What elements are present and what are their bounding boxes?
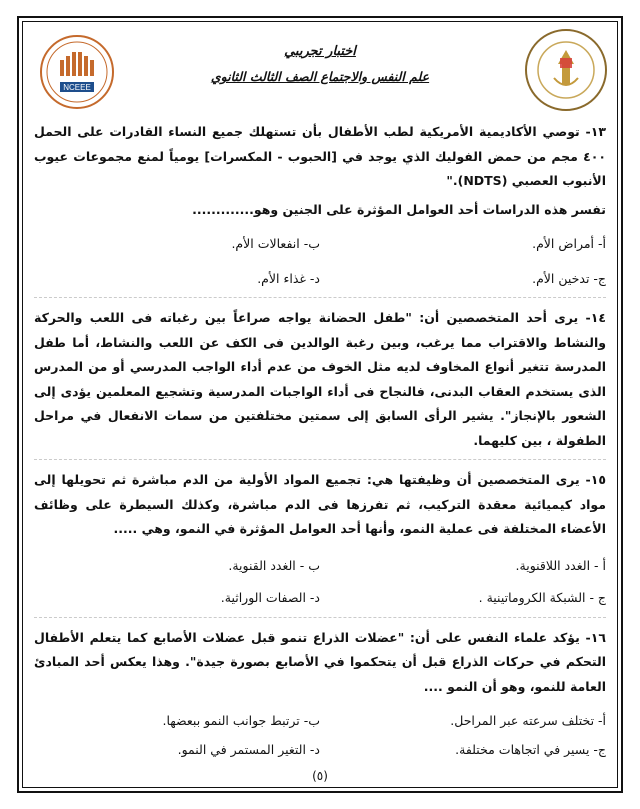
option-15-d[interactable]: د- الصفات الوراثية. — [220, 590, 320, 605]
option-16-c[interactable]: ج- يسير في اتجاهات مختلفة. — [455, 741, 606, 757]
option-15-b[interactable]: ب - الغدد القنوية. — [228, 557, 320, 573]
question-16-options — [34, 709, 606, 734]
exam-content — [34, 120, 606, 762]
question-16-text: ١٦- يؤكد علماء النفس على أن: "عضلات الذراع تنمو قبل عضلات الأصابع كما يتعلم الأطفال التحكم في حركات الذراع قبل أن يتحكموا في الأصابع بصورة جيدة". وهذا يعكس أحد المبادئ العامة للنمو، وهو أن النمو .... — [34, 629, 606, 694]
question-15-options-row2 — [34, 586, 606, 611]
question-16-options-row2 — [34, 738, 606, 763]
question-15-text: ١٥- يرى المتخصصين أن وظيفتها هي: تجميع المواد الأولية من الدم مباشرة ثم تحويلها إلى مواد كيميائية معقدة التركيب، ثم تفرزها فى الدم مباشرة، وكذلك السيطرة على وظائف الأعضاء المختلفة فى عملية النمو، وأنها أحد العوامل المؤثرة في النمو، وهي ..... — [34, 472, 606, 536]
divider — [34, 297, 606, 298]
exam-title: اختبار تجريبي — [284, 44, 356, 59]
question-13-prompt: تفسر هذه الدراسات أحد العوامل المؤثرة على الجنين وهو............. — [192, 201, 606, 217]
divider — [34, 617, 606, 618]
question-13-text: ١٣- توصي الأكاديمية الأمريكية لطب الأطفال بأن تستهلك جميع النساء القادرات على الحمل ٤٠٠ مجم من حمض الفوليك الذي يوجد في [الحبوب - المكسرات] يومياً لمنع مجموعات عيوب الأنبوب العصبي (NDTS)." — [34, 124, 606, 188]
nceee-logo-text: NCEEE — [63, 83, 91, 92]
page-number: (٥) — [312, 769, 328, 783]
divider — [34, 459, 606, 460]
option-13-d[interactable]: د- غذاء الأم. — [257, 270, 320, 286]
question-14-text: ١٤- يرى أحد المتخصصين أن: "طفل الحضانة يواجه صراعاً بين رغباته فى اللعب والحركة والنشاط والاقتراب مما يرغب، وبين رغبة الوالدين فى الكف عن اللعب والنشاط، أما طفل المدرسة تتغير أنواع المخاوف لديه مثل الخوف من عدم أداء الواجب المدرسي أو من المدرس الذى يستخدم العقاب البدنى، فالنجاح فى أداء الواجبات المدرسية وتشجيع المعلمين يؤدى إلى الشعور بالإنجاز". يشير الرأى السابق إلى سمتين مختلفتين من سمات الانفعال في مراحل الطفولة ، بين كليهما. — [34, 310, 606, 448]
header — [24, 24, 616, 116]
option-16-b[interactable]: ب- ترتبط جوانب النمو ببعضها. — [162, 713, 320, 728]
option-13-c[interactable]: ج- تدخين الأم. — [532, 270, 606, 286]
question-13-options — [34, 232, 606, 257]
option-13-b[interactable]: ب- انفعالات الأم. — [231, 236, 320, 251]
option-15-a[interactable]: أ - الغدد اللاقنوية. — [515, 557, 606, 573]
question-15-options — [34, 554, 606, 579]
option-16-a[interactable]: أ- تختلف سرعته عبر المراحل. — [450, 713, 606, 728]
question-13-options-row2 — [34, 267, 606, 292]
option-15-c[interactable]: ج - الشبكة الكروماتينية . — [478, 590, 606, 605]
option-16-d[interactable]: د- التغير المستمر في النمو. — [177, 741, 320, 757]
exam-subtitle: علم النفس والاجتماع الصف الثالث الثانوي — [210, 69, 430, 84]
option-13-a[interactable]: أ- أمراض الأم. — [532, 236, 606, 251]
